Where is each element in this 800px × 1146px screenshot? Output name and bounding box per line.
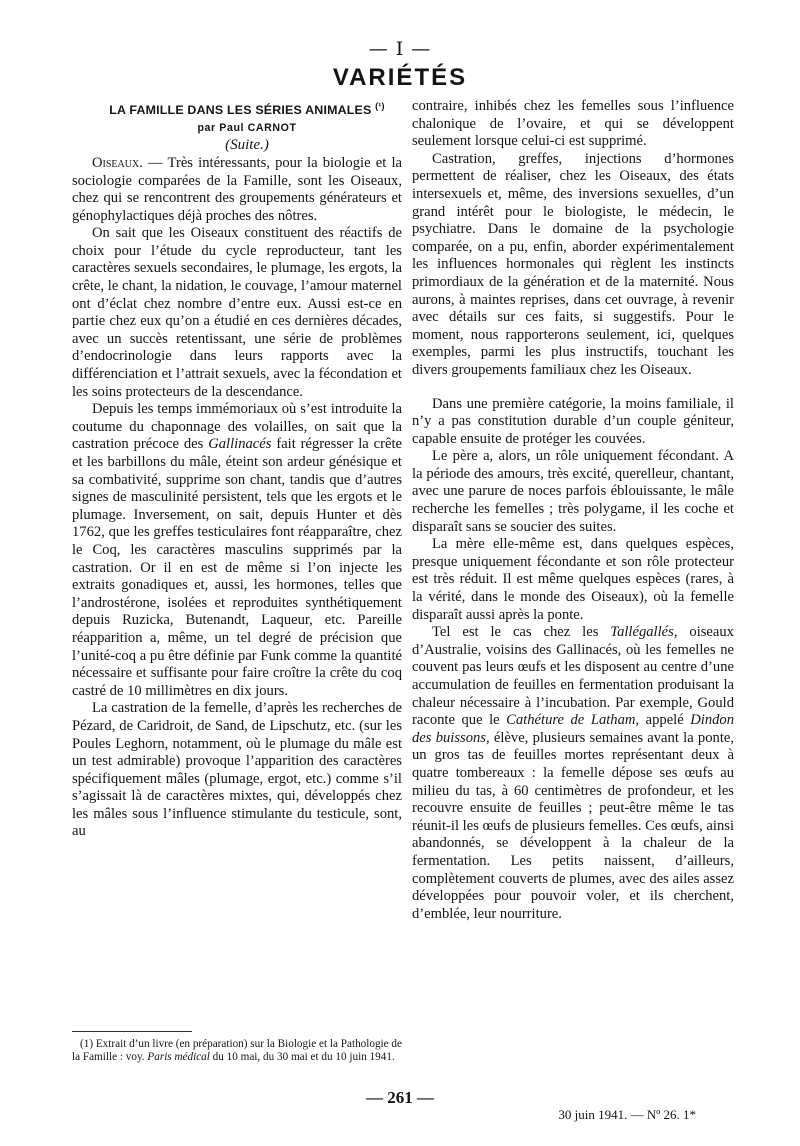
paragraph-text: , élève, plusieurs semaines avant la ponte, un gros tas de feuilles mortes représentant deux à quatre tombereaux : la femelle dépose ses œufs au milieu du tas, à 60 centimètres de profondeur, et les recouvre ensuite de feuilles ; peut-être même le tas réunit-il les œufs de plusieurs femelles. Ces œufs, ainsi abandonnés, se développent à la chaleur de la fermentation. Les petits naissent, d’ailleurs, complètement couverts de plumes, avec des ailes assez développées pour pouvoir voler, et ils cherchent, d’emblée, leur nourriture.	[412, 729, 734, 922]
article-author: par Paul CARNOT	[197, 121, 297, 134]
paragraph: La castration de la femelle, d’après les recherches de Pézard, de Caridroit, de Sand, de Lipschutz, etc. (sur les Poules Leghorn, notamment, où le plumage du mâle est un test admirable) provoque l’apparition des caractères spécifiquement mâles (plumage, ergot, etc.) comme s’il s’agissait là de caractères mixtes, qui, développés chez les mâles sous l’influence stimulante du testicule, sont, au	[72, 700, 402, 840]
italic-term: Dindon des buissons	[412, 712, 735, 746]
italic-term: Gallinacés	[208, 436, 272, 453]
section-page-marker: — I —	[368, 38, 432, 60]
issue-info: 30 juin 1941. — Nº 26. 1*	[558, 1107, 696, 1122]
paragraph	[72, 401, 402, 700]
page-number: — 261 —	[366, 1088, 434, 1107]
footnote-text	[72, 1038, 402, 1065]
footnote-text-part: du 10 mai, du 30 mai et du 10 juin 1941.	[209, 1051, 395, 1064]
italic-term: Tallégallés	[610, 624, 674, 641]
footnote-text-part: (1) Extrait d’un livre (en préparation) sur la Biologie et la Pathologie de la Famille : voy.	[72, 1038, 402, 1064]
right-column	[412, 98, 734, 923]
paragraph: Le père a, alors, un rôle uniquement fécondant. A la période des amours, très excité, querelleur, chantant, avec une parure de noces parfois éblouissante, le mâle recherche les femelles ; très polygame, il les coche et disparaît sans se soucier des suites.	[412, 448, 734, 535]
left-column	[72, 98, 402, 841]
paragraph-text: — Très intéressants, pour la biologie et la sociologie comparées de la Famille, sont les Oiseaux, chez qui se rencontrent des groupements générateurs et génophylactiques déjà proches des nôtres.	[72, 154, 402, 224]
paragraph-lead: Oiseaux.	[92, 154, 143, 171]
paragraph-text: Tel est le cas chez les	[432, 624, 611, 641]
paragraph: Castration, greffes, injections d’hormones permettent de réaliser, chez les Oiseaux, des états intersexuels et, même, des inversions sexuelles, d’un grand intérêt pour le biologiste, le médecin, le psychiatre. Dans le domaine de la psychologie comparée, on a pu, enfin, aborder expérimentalement les influences hormonales qui règlent les instincts primordiaux de la génération et de la maternité. Nous aurons, à maintes reprises, dans cet ouvrage, à revenir avec détails sur ces faits, si suggestifs. Pour le moment, nous rapporterons seulement, ici, quelques exemples, parmi les plus instructifs, touchant les divers groupements familiaux chez les Oiseaux.	[412, 150, 734, 378]
paragraph: Dans une première catégorie, la moins familiale, il n’y a pas constitution durable d’un couple géniteur, capable ensuite de protéger les couvées.	[412, 395, 734, 447]
paragraph	[412, 624, 734, 923]
paragraph-text: fait régresser la crête et les barbillons du mâle, éteint son ardeur génésique et sa combativité, supprime son chant, tandis que d’autres signes de masculinité persistent, tels que les ergots et le plumage. Inversement, on sait, depuis Hunter et dès 1762, que les greffes testiculaires font réapparaître, chez le Coq, les caractères masculins supprimés par la castration. Or il en est de même si l’on injecte les extraits gonadiques et, aussi, les hormones, telles que l’androstérone, isolées et reproduites synthétiquement depuis Ruzicka, Butenandt, Laqueur, etc. Pareille réapparition a, même, un tel degré de précision que l’unité-coq a pu être définie par Funk comme la quantité nécessaire et suffisante pour faire croître la crête du coq castré de 10 millimètres en dix jours.	[72, 436, 402, 699]
paragraph-text: , oiseaux d’Australie, voisins des Gallinacés, où les femelles ne couvent pas leurs œufs et les disposent au centre d’une accumulation de feuilles en fermentation produisant la chaleur nécessaire à l’incubation. Par exemple, Gould raconte que le	[412, 624, 734, 729]
paragraph	[72, 155, 402, 225]
journal-name: Paris médical	[147, 1051, 210, 1064]
article-title-text: LA FAMILLE DANS LES SÉRIES ANIMALES	[109, 103, 372, 118]
article-suite: (Suite.)	[225, 137, 269, 154]
article-title	[72, 98, 402, 120]
paragraph-text: , appelé	[635, 712, 691, 729]
italic-term: Cathéture de Latham	[506, 712, 636, 729]
section-title: VARIÉTÉS	[332, 64, 468, 91]
footnote-ref: (¹)	[375, 101, 385, 111]
footnote-divider	[72, 1031, 192, 1032]
paragraph: La mère elle-même est, dans quelques espèces, presque uniquement fécondante et son rôle protecteur est très réduit. Il est même quelques espèces (rares, à la vérité, dans le monde des Oiseaux), où la femelle disparaît aussi après la ponte.	[412, 536, 734, 623]
paragraph-text: Depuis les temps immémoriaux où s’est introduite la coutume du chaponnage des volailles, on sait que la castration précoce des	[72, 401, 402, 453]
paragraph: contraire, inhibés chez les femelles sous l’influence chalonique de l’ovaire, et qui se développent seulement lorsque celui-ci est supprimé.	[412, 98, 734, 150]
footnote	[72, 1038, 402, 1065]
paragraph: On sait que les Oiseaux constituent des réactifs de choix pour l’étude du cycle reproducteur, tant les caractères sexuels secondaires, le plumage, les ergots, la crête, le chant, la nidation, le couvage, l’amour maternel ont d’éclat chez nombre d’entre eux. Aussi est-ce en partie chez eux qu’on a étudié en ces dernières décades, avec un succès retentissant, une série de problèmes d’endocrinologie dans leurs rapports avec la différenciation et l’attrait sexuels, avec la fécondation et les soins protecteurs de la descendance.	[72, 225, 402, 400]
